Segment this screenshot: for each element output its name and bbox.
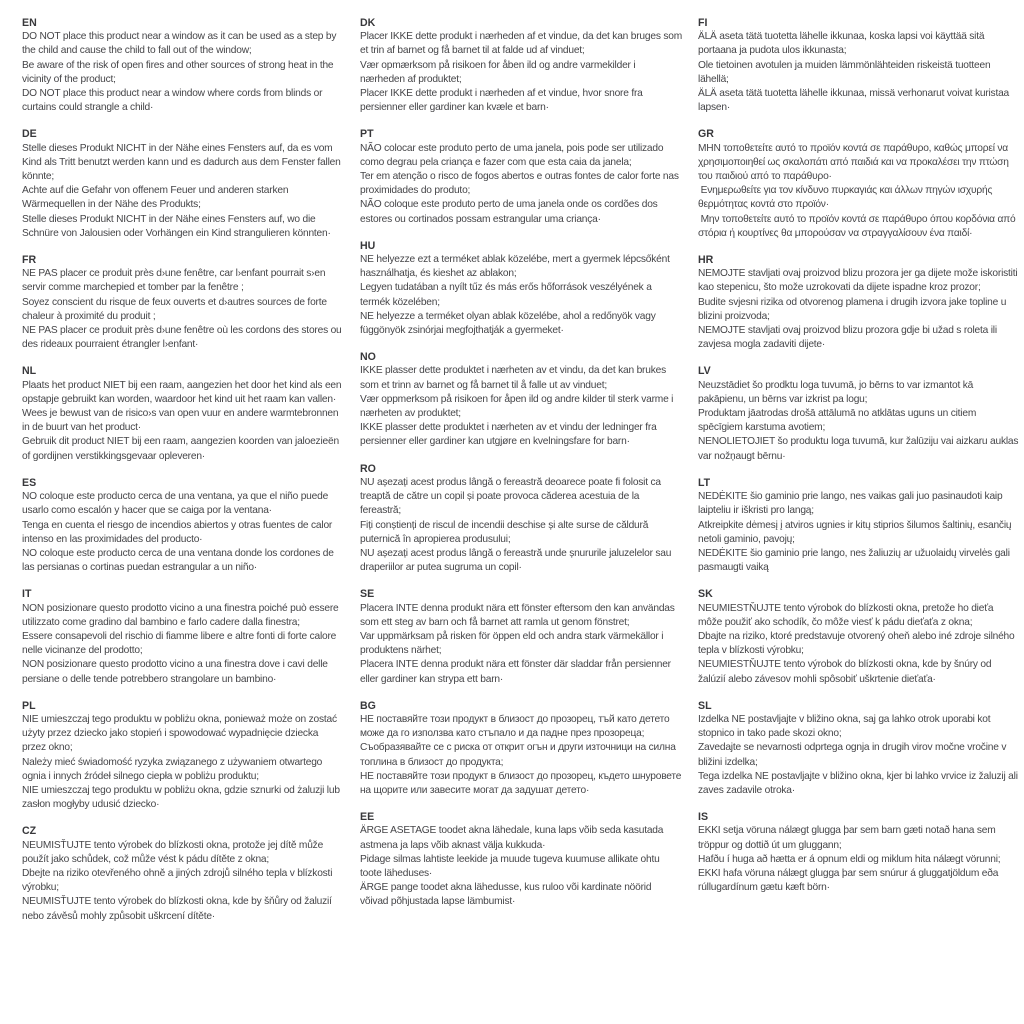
warning-paragraph: Vær opmærksom på risikoen for åben ild og andre varmekilder i nærheden af produktet; bbox=[360, 59, 639, 85]
warning-paragraph: NE helyezze ezt a terméket ablak közelébe, mert a gyermek lépcsőként használhatja, és kieshet az ablakon; bbox=[360, 254, 673, 280]
warning-paragraph: Dbajte na riziko, ktoré predstavuje otvorený oheň alebo iné zdroje silného tepla v blízkosti výrobku; bbox=[698, 630, 1018, 657]
language-section-hu bbox=[360, 239, 682, 338]
warning-paragraph: NO coloque este producto cerca de una ventana donde los cordones de las persianas o cortinas puedan estrangular a un niño· bbox=[22, 547, 337, 574]
warning-paragraph: Ενημερωθείτε για τον κίνδυνο πυρκαγιάς και άλλων πηγών ισχυρής θερμότητας κοντά στο προϊόν· bbox=[698, 185, 995, 211]
warning-paragraph: Placer IKKE dette produkt i nærheden af et vindue, da det kan bruges som et trin af barnet og få barnet til at falde ud af vinduet; bbox=[360, 31, 685, 57]
language-code-label: NL bbox=[22, 365, 37, 378]
language-code-label: PL bbox=[22, 699, 36, 712]
warning-paragraph: NEUMIESTŇUJTE tento výrobok do blízkosti okna, kde by šnúry od žalúzií alebo závesov mohli spôsobiť uškrtenie dieťaťa· bbox=[698, 659, 994, 685]
language-code-label: DE bbox=[22, 128, 37, 141]
warning-paragraph: NEDĖKITE šio gaminio prie lango, nes vaikas gali juo pasinaudoti kaip laipteliu ir iškristi pro langą; bbox=[698, 491, 1006, 517]
warning-paragraph: Съобразявайте се с риска от открит огън и други източници на силна топлина в близост до продукта; bbox=[360, 742, 679, 768]
language-code-label: SE bbox=[360, 588, 375, 601]
warning-paragraph: NIE umieszczaj tego produktu w pobliżu okna, gdzie sznurki od żaluzji lub zasłon mogłyby udusić dziecko· bbox=[22, 784, 343, 811]
warning-paragraph: Fiți conștienți de riscul de incendii deschise și alte surse de căldură puternică în apropierea produsului; bbox=[360, 519, 651, 545]
warning-paragraph: DO NOT place this product near a window where cords from blinds or curtains could strangle a child· bbox=[22, 88, 325, 114]
warning-paragraph: Be aware of the risk of open fires and other sources of strong heat in the vicinity of the product; bbox=[22, 59, 337, 85]
warning-paragraph: Tega izdelka NE postavljajte v bližino okna, kjer bi lahko vrvice iz žaluzij ali zaves zadavile otroka· bbox=[698, 770, 1021, 796]
language-code-label: EN bbox=[22, 17, 37, 29]
warning-paragraph: IKKE plasser dette produktet i nærheten av et vindu der ledninger fra persienner eller gardiner kan utgjøre en kvelningsfare for barn· bbox=[360, 422, 660, 448]
language-code-label: HR bbox=[698, 254, 714, 267]
language-section-dk bbox=[360, 16, 685, 115]
warning-paragraph: НЕ поставяйте този продукт в близост до прозорец, тъй като детето може да го използва като стъпало и да падне през прозореца; bbox=[360, 713, 673, 740]
warning-paragraph: Neuzstādiet šo prodktu loga tuvumā, jo bērns to var izmantot kā pakāpienu, un bērns var izkrist pa logu; bbox=[698, 379, 976, 405]
language-section-de bbox=[22, 127, 344, 241]
warning-paragraph: Vær oppmerksom på risikoen for åpen ild og andre kilder til sterk varme i nærheten av produktet; bbox=[360, 393, 676, 420]
language-code-label: CZ bbox=[22, 825, 37, 838]
language-section-lv bbox=[698, 364, 1020, 463]
warning-paragraph: NEMOJTE stavljati ovaj proizvod blizu prozora jer ga dijete može iskoristiti kao stepenicu, što može uzrokovati da dijete ispadne kroz prozor; bbox=[698, 268, 1021, 294]
warning-paragraph: Stelle dieses Produkt NICHT in der Nähe eines Fensters auf, da es vom Kind als Tritt benutzt werden kann und es dadurch aus dem Fenster fallen könnte; bbox=[22, 142, 344, 183]
warning-paragraph: ÄRGE pange toodet akna lähedusse, kus ruloo või kardinate nöörid võivad põhjustada lapse lämbumist· bbox=[360, 882, 654, 908]
warning-paragraph: Ter em atenção o risco de fogos abertos e outras fontes de calor forte nas proximidades do produto; bbox=[360, 171, 682, 197]
warning-paragraph: NU așezați acest produs lângă o fereastră deoarece poate fi folosit ca treaptă de către un copil și poate provoca căderea acestuia de la fereastră; bbox=[360, 476, 664, 517]
warning-paragraph: Plaats het product NIET bij een raam, aangezien het door het kind als een opstapje gebruikt kan worden, waardoor het kind uit het raam kan vallen· bbox=[22, 379, 344, 405]
warning-paragraph: NIE umieszczaj tego produktu w pobliżu okna, ponieważ może on zostać użyty przez dziecko jako stopień i spowodować wypadnięcie dziecka przez okno; bbox=[22, 713, 340, 754]
warning-paragraph: NON posizionare questo prodotto vicino a una finestra dove i cavi delle persiane o delle tende potrebbero strangolare un bambino· bbox=[22, 659, 331, 685]
warning-paragraph: НЕ поставяйте този продукт в близост до прозорец, където шнуровете на щорите или завесите могат да задушат детето· bbox=[360, 770, 684, 796]
language-code-label: BG bbox=[360, 699, 376, 712]
warning-paragraph: Należy mieć świadomość ryzyka związanego z używaniem otwartego ognia i innych źródeł silnego ciepła w pobliżu produktu; bbox=[22, 756, 325, 782]
text-column-1 bbox=[22, 16, 344, 936]
language-code-label: IS bbox=[698, 811, 709, 824]
warning-paragraph: EKKI hafa vöruna nálægt glugga þar sem snúrur á gluggatjöldum eða rúllugardínum gætu kæft börn· bbox=[698, 867, 1001, 894]
language-section-bg bbox=[360, 699, 682, 798]
warning-paragraph: NE helyezze a terméket olyan ablak közelébe, ahol a redőnyök vagy függönyök zsinórjai megfojthatják a gyermeket· bbox=[360, 310, 659, 337]
language-code-label: DK bbox=[360, 17, 376, 29]
warning-paragraph: NO coloque este producto cerca de una ventana, ya que el niño puede usarlo como escalón y hacer que se caiga por la ventana· bbox=[22, 491, 331, 517]
language-section-fi bbox=[698, 16, 1020, 115]
warning-paragraph: Essere consapevoli del rischio di fiamme libere e altre fonti di forte calore nelle vicinanze del prodotto; bbox=[22, 630, 339, 657]
language-code-label: LT bbox=[698, 476, 711, 489]
warning-paragraph: Placera INTE denna produkt nära ett fönster eftersom den kan användas som ett steg av barn och få barnet att ramla ut genom fönstret; bbox=[360, 602, 678, 628]
warning-paragraph: Stelle dieses Produkt NICHT in der Nähe eines Fensters auf, wo die Schnüre von Jalousien oder Vorhängen ein Kind strangulieren könnten· bbox=[22, 213, 331, 239]
warning-paragraph: Var uppmärksam på risken för öppen eld och andra stark värmekällor i produktens närhet; bbox=[360, 630, 666, 657]
language-section-cz bbox=[22, 824, 344, 923]
language-section-pt bbox=[360, 127, 682, 226]
language-code-label: IT bbox=[22, 588, 32, 601]
language-code-label: ES bbox=[22, 476, 37, 489]
language-code-label: SL bbox=[698, 699, 712, 712]
language-code-label: PT bbox=[360, 128, 374, 141]
language-code-label: HU bbox=[360, 239, 376, 252]
warning-paragraph: NÃO coloque este produto perto de uma janela onde os cordões dos estores ou cortinados possam estrangular uma criança· bbox=[360, 199, 661, 225]
language-section-no bbox=[360, 350, 682, 449]
warning-paragraph: EKKI setja vöruna nálægt glugga þar sem barn gæti notað hana sem tröppur og dottið út um gluggann; bbox=[698, 825, 999, 851]
language-section-ro bbox=[360, 462, 682, 576]
warning-paragraph: NEDĖKITE šio gaminio prie lango, nes žaliuzių ar užuolaidų virvelės gali pasmaugti vaiką bbox=[698, 547, 1013, 574]
warning-paragraph: Izdelka NE postavljajte v bližino okna, saj ga lahko otrok uporabi kot stopnico in tako pade skozi okno; bbox=[698, 713, 994, 740]
warning-paragraph: Tenga en cuenta el riesgo de incendios abiertos y otras fuentes de calor intenso en las proximidades del producto· bbox=[22, 519, 335, 545]
language-code-label: NO bbox=[360, 351, 376, 364]
language-section-sk bbox=[698, 587, 1020, 686]
warning-paragraph: ÄRGE ASETAGE toodet akna lähedale, kuna laps võib seda kasutada astmena ja laps võib aknast välja kukkuda· bbox=[360, 825, 666, 851]
language-section-lt bbox=[698, 476, 1020, 575]
warning-paragraph: NU așezați acest produs lângă o fereastră unde șnururile jaluzelelor sau draperiilor ar putea sugruma un copil· bbox=[360, 547, 674, 574]
warning-paragraph: IKKE plasser dette produktet i nærheten av et vindu, da det kan brukes som et trinn av barnet og få barnet til å falle ut av vinduet; bbox=[360, 365, 669, 391]
warning-paragraph: Achte auf die Gefahr von offenem Feuer und anderen starken Wärmequellen in der Nähe des Produkts; bbox=[22, 185, 291, 211]
language-section-it bbox=[22, 587, 344, 686]
warning-paragraph: Legyen tudatában a nyílt tűz és más erős hőforrások veszélyének a termék közelében; bbox=[360, 282, 655, 308]
warning-paragraph: NENOLIETOJIET šo produktu loga tuvumā, kur žalūziju vai aizkaru auklas var nožņaugt bērnu· bbox=[698, 436, 1021, 462]
language-section-hr bbox=[698, 253, 1020, 352]
warning-paragraph: Gebruik dit product NIET bij een raam, aangezien koorden van jaloezieën of gordijnen verstikkingsgevaar opleveren· bbox=[22, 436, 342, 462]
language-section-is bbox=[698, 810, 1020, 895]
warning-paragraph: DO NOT place this product near a window as it can be used as a step by the child and cause the child to fall out of the window; bbox=[22, 31, 339, 57]
warning-paragraph: Placer IKKE dette produkt i nærheden af et vindue, hvor snore fra persienner eller gardiner kan kvæle et barn· bbox=[360, 88, 646, 114]
warning-paragraph: Pidage silmas lahtiste leekide ja muude tugeva kuumuse allikate ohtu toote läheduses· bbox=[360, 853, 663, 879]
warning-paragraph: NEUMISŤUJTE tento výrobek do blízkosti okna, kde by šňůry od žaluzií nebo závěsů mohly způsobit uškrcení dítěte· bbox=[22, 896, 335, 922]
warning-paragraph: Hafðu í huga að hætta er á opnum eldi og miklum hita nálægt vörunni; bbox=[698, 853, 1001, 865]
language-section-se bbox=[360, 587, 682, 686]
language-section-pl bbox=[22, 699, 344, 813]
warning-paragraph: Zavedajte se nevarnosti odprtega ognja in drugih virov močne vročine v bližini izdelka; bbox=[698, 742, 1009, 768]
language-code-label: EE bbox=[360, 811, 375, 824]
language-section-sl bbox=[698, 699, 1020, 798]
warning-paragraph: NÃO colocar este produto perto de uma janela, pois pode ser utilizado como degrau pela criança e fazer com que esta caia da janela; bbox=[360, 142, 666, 168]
warning-paragraph: Ole tietoinen avotulen ja muiden lämmönlähteiden riskeistä tuotteen lähellä; bbox=[698, 59, 994, 85]
language-code-label: SK bbox=[698, 588, 713, 601]
language-code-label: FI bbox=[698, 17, 708, 29]
warning-paragraph: Budite svjesni rizika od otvorenog plamena i drugih izvora jake topline u blizini proizvoda; bbox=[698, 296, 1009, 322]
warning-paragraph: Placera INTE denna produkt nära ett fönster där sladdar från persienner eller gardiner kan strypa ett barn· bbox=[360, 659, 674, 685]
warning-paragraph: NON posizionare questo prodotto vicino a una finestra poiché può essere utilizzato come gradino dal bambino e farlo cadere dalla finestra; bbox=[22, 602, 342, 628]
warning-paragraph: Μην τοποθετείτε αυτό το προϊόν κοντά σε παράθυρο όπου κορδόνια από στόρια ή κουρτίνες θα μπορούσαν να στραγγαλίσουν ένα παιδί· bbox=[698, 213, 1019, 239]
warning-paragraph: NE PAS placer ce produit près d›une fenêtre où les cordons des stores ou des rideaux pourraient étrangler l›enfant· bbox=[22, 325, 345, 351]
language-code-label: GR bbox=[698, 128, 714, 141]
warning-paragraph: NE PAS placer ce produit près d›une fenêtre, car l›enfant pourrait s›en servir comme marchepied et tomber par la fenêtre ; bbox=[22, 268, 328, 294]
text-column-2 bbox=[360, 16, 685, 922]
language-code-label: RO bbox=[360, 462, 376, 475]
warning-paragraph: NEMOJTE stavljati ovaj proizvod blizu prozora gdje bi užad s roleta ili zavjesa mogla zadaviti dijete· bbox=[698, 325, 1000, 351]
warning-paragraph: Wees je bewust van de risico›s van open vuur en andere warmtebronnen in de buurt van het product· bbox=[22, 408, 342, 434]
warning-paragraph: Produktam jāatrodas drošā attālumā no atklātas uguns un citiem spēcīgiem karstuma avotiem; bbox=[698, 408, 979, 434]
language-section-es bbox=[22, 476, 344, 575]
language-code-label: LV bbox=[698, 365, 711, 378]
language-section-gr bbox=[698, 127, 1020, 241]
warning-paragraph: ΜΗΝ τοποθετείτε αυτό το προϊόν κοντά σε παράθυρο, καθώς μπορεί να χρησιμοποιηθεί ως σκαλοπάτι από παιδιά και να προκαλέσει την πτώση του παιδιού από το παράθυρο· bbox=[698, 142, 1012, 183]
warning-paragraph: ÄLÄ aseta tätä tuotetta lähelle ikkunaa, koska lapsi voi käyttää sitä portaana ja pudota ulos ikkunasta; bbox=[698, 31, 987, 57]
warning-paragraph: Atkreipkite dėmesį į atviros ugnies ir kitų stiprios šilumos šaltinių, esančių netoli gaminio, pavojų; bbox=[698, 519, 1015, 545]
language-section-nl bbox=[22, 364, 344, 463]
text-column-3 bbox=[698, 16, 1020, 907]
language-code-label: FR bbox=[22, 254, 37, 267]
warning-paragraph: Soyez conscient du risque de feux ouverts et d›autres sources de forte chaleur à proximité du produit ; bbox=[22, 296, 330, 322]
language-section-fr bbox=[22, 253, 344, 352]
warning-paragraph: Dbejte na riziko otevřeného ohně a jiných zdrojů silného tepla v blízkosti výrobku; bbox=[22, 867, 335, 894]
language-section-en bbox=[22, 16, 344, 115]
warning-paragraph: ÄLÄ aseta tätä tuotetta lähelle ikkunaa, missä verhonarut voivat kuristaa lapsen· bbox=[698, 88, 1012, 114]
language-section-ee bbox=[360, 810, 682, 909]
warning-paragraph: NEUMISŤUJTE tento výrobek do blízkosti okna, protože jej dítě může použít jako schůdek, což může vést k pádu dítěte z okna; bbox=[22, 839, 326, 865]
warning-paragraph: NEUMIESTŇUJTE tento výrobok do blízkosti okna, pretože ho dieťa môže použiť ako schodík, čo môže viesť k pádu dieťaťa z okna; bbox=[698, 602, 996, 628]
